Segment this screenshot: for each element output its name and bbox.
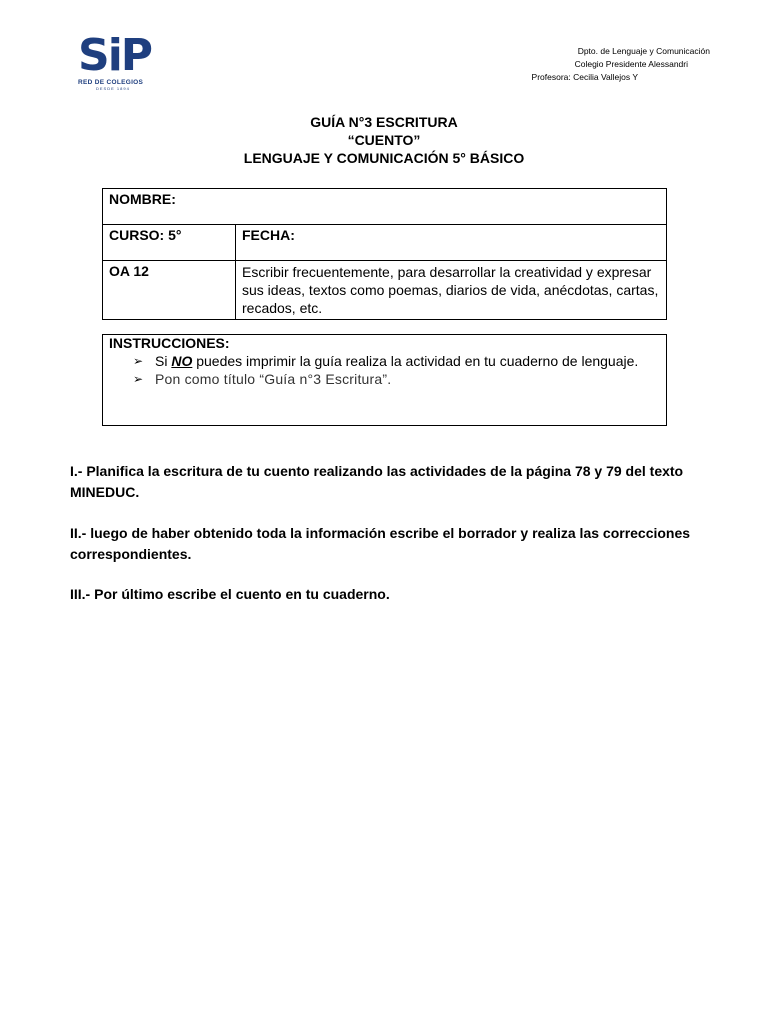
instruction-1-emphasis: NO bbox=[171, 353, 193, 369]
instruction-1-pre: Si bbox=[155, 353, 172, 369]
logo-mark: SiP bbox=[78, 30, 152, 81]
name-field: NOMBRE: bbox=[103, 189, 667, 225]
title-line-1: GUÍA N°3 ESCRITURA bbox=[310, 114, 458, 130]
instruction-2: Pon como título “Guía n°3 Escritura”. bbox=[155, 371, 392, 387]
logo-since: DESDE 1894 bbox=[96, 86, 130, 91]
instructions-title: INSTRUCCIONES: bbox=[109, 335, 230, 351]
title-line-3: LENGUAJE Y COMUNICACIÓN 5° BÁSICO bbox=[243, 150, 525, 166]
date-field: FECHA: bbox=[236, 225, 667, 261]
title-line-2: “CUENTO” bbox=[347, 132, 421, 148]
document-title bbox=[0, 113, 768, 167]
logo-subtitle: RED DE COLEGIOS bbox=[78, 79, 144, 86]
instruction-item bbox=[133, 352, 666, 370]
document-header bbox=[532, 45, 710, 84]
header-teacher: Profesora: Cecilia Vallejos Y bbox=[531, 72, 638, 82]
student-info-table bbox=[102, 188, 667, 320]
school-logo bbox=[78, 30, 154, 94]
header-school: Colegio Presidente Alessandri bbox=[574, 59, 688, 69]
instructions-list bbox=[103, 352, 666, 388]
arrow-bullet-icon: ➢ bbox=[133, 372, 144, 386]
activity-2: II.- luego de haber obtenido toda la información escribe el borrador y realiza las correcciones correspondientes. bbox=[70, 525, 691, 562]
activity-3: III.- Por último escribe el cuento en tu cuaderno. bbox=[70, 586, 390, 602]
instruction-1-post: puedes imprimir la guía realiza la actividad en tu cuaderno de lenguaje. bbox=[192, 353, 639, 369]
activity-1: I.- Planifica la escritura de tu cuento realizando las actividades de la página 78 y 79 del texto MINEDUC. bbox=[70, 463, 684, 500]
instruction-item bbox=[133, 370, 666, 388]
header-department: Dpto. de Lenguaje y Comunicación bbox=[577, 46, 710, 56]
instructions-box bbox=[102, 334, 667, 426]
course-field: CURSO: 5° bbox=[103, 225, 236, 261]
arrow-bullet-icon: ➢ bbox=[133, 354, 144, 368]
objective-text: Escribir frecuentemente, para desarrollar la creatividad y expresar sus ideas, textos como poemas, diarios de vida, anécdotas, cartas, recados, etc. bbox=[236, 261, 667, 320]
objective-code: OA 12 bbox=[103, 261, 236, 320]
